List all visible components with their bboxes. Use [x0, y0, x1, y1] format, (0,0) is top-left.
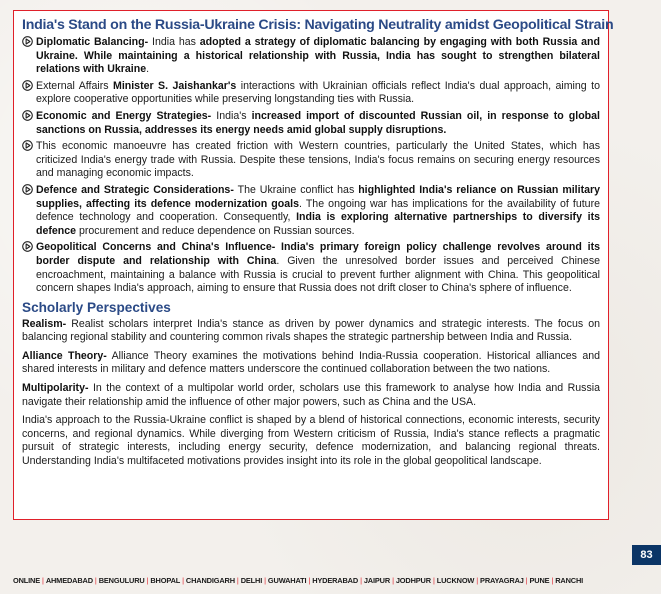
footer-location: JODHPUR	[395, 576, 431, 585]
scholarly-term: Alliance Theory-	[22, 349, 107, 362]
footer-separator: |	[264, 576, 266, 585]
footer-location: PUNE	[529, 576, 550, 585]
bullet-item	[22, 110, 600, 137]
footer-separator: |	[525, 576, 528, 585]
text-segment: India has	[148, 36, 200, 48]
bullet-text	[36, 80, 600, 107]
section-heading-scholarly: Scholarly Perspectives	[22, 299, 171, 315]
bullet-text	[36, 241, 600, 295]
text-segment: . Given the unresolved border issues and perceived Chinese encroachment, maintaining a balance with Russia is crucial to prevent further alignment with China. This geopolitical concern shapes India's approach, aiming to ensure that Russia does not drift closer to China's sphere of influence.	[36, 254, 601, 295]
bullet-text	[36, 184, 600, 238]
bold-segment: adopted a strategy of diplomatic balancing by engaging with both Russia and Ukraine. While maintaining a historical relationship with Russia, India has sought to strengthen bilateral relations with Ukraine	[36, 36, 601, 76]
footer-separator: |	[360, 576, 362, 585]
conclusion-paragraph: India's approach to the Russia-Ukraine conflict is shaped by a blend of historical connections, economic interests, security concerns, and regional dynamics. While diverging from Western criticism of Russia, India's stance reflects a pragmatic pursuit of strategic interests, including energy security, defence modernization, and balancing regional threats. Understanding India's multifaceted motivations provides insight into its role in the global geopolitical landscape.	[22, 414, 600, 468]
bullet-item	[22, 241, 600, 295]
page-title: India's Stand on the Russia-Ukraine Crisis: Navigating Neutrality amidst Geopolitical Strain	[22, 17, 614, 33]
footer-separator: |	[236, 576, 239, 585]
footer-location: HYDERABAD	[312, 576, 359, 585]
play-arrow-circle-icon	[22, 80, 36, 93]
scholarly-item	[22, 318, 600, 345]
footer-separator: |	[42, 576, 44, 585]
scholarly-item	[22, 350, 600, 377]
footer-separator: |	[182, 576, 184, 585]
play-arrow-circle-icon	[22, 110, 36, 123]
footer-location: PRAYAGRAJ	[480, 576, 524, 585]
bold-segment: Diplomatic Balancing-	[36, 36, 149, 48]
bold-segment: Geopolitical Concerns and China's Influence- India's primary foreign policy challenge revolves around its border dispute and relationship with China	[36, 241, 600, 267]
bullet-item	[22, 80, 600, 107]
footer-location: BENGULURU	[98, 576, 145, 585]
text-segment: The Ukraine conflict has	[233, 183, 359, 196]
footer-location: GUWAHATI	[267, 576, 307, 585]
bullet-text	[36, 36, 600, 77]
footer-separator: |	[308, 576, 311, 585]
scholarly-description: Realist scholars interpret India's stance as driven by power dynamics and strategic interests. The focus on balancing regional stability and countering common rivals shapes the strategic partnership between India and Russia.	[22, 317, 600, 344]
footer-separator: |	[476, 576, 479, 585]
footer-location: LUCKNOW	[436, 576, 475, 585]
bold-segment: highlighted India's reliance on Russian military supplies, affecting its defence modernization goals	[36, 183, 601, 210]
bold-segment: Economic and Energy Strategies-	[36, 109, 212, 122]
footer-separator: |	[432, 576, 435, 585]
bullet-list	[22, 36, 600, 296]
footer-location: DELHI	[240, 576, 263, 585]
text-segment: procurement and reduce dependence on Russian sources.	[76, 224, 355, 237]
scholarly-description: Alliance Theory examines the motivations behind India-Russia cooperation. Historical alliances and shared interests in military and defence matters underscore the continued collaboration between the two nations.	[22, 349, 600, 376]
play-arrow-circle-icon	[22, 241, 36, 254]
bullet-item	[22, 184, 600, 238]
play-arrow-circle-icon	[22, 36, 36, 49]
bullet-item	[22, 140, 600, 181]
text-segment: . The ongoing war has implications for the availability of future defence technology and cooperation. Consequently,	[36, 197, 600, 224]
footer-location: ONLINE	[13, 576, 41, 585]
footer-separator: |	[392, 576, 394, 585]
text-segment: India's	[211, 109, 252, 122]
bold-segment: Minister S. Jaishankar's	[113, 79, 237, 92]
scholarly-list	[22, 318, 600, 410]
bullet-text	[36, 110, 600, 137]
footer-location: CHANDIGARH	[185, 576, 235, 585]
scholarly-description: In the context of a multipolar world order, scholars use this framework to analyse how India and Russia navigate their relationship amid the influence of other major powers, such as China and the USA.	[22, 382, 600, 408]
text-segment: .	[146, 63, 150, 76]
bullet-item	[22, 36, 600, 77]
text-segment: This economic manoeuvre has created friction with Western countries, particularly the United States, which has criticized India's energy trade with Russia. Despite these tensions, India's focus remains on securing energy resources and managing economic impacts.	[36, 140, 600, 180]
play-arrow-circle-icon	[22, 184, 36, 197]
play-arrow-circle-icon	[22, 140, 36, 153]
scholarly-item	[22, 382, 600, 409]
footer-separator: |	[146, 576, 149, 585]
content-box	[13, 10, 614, 520]
page-number-badge: 83	[632, 545, 661, 565]
scholarly-term: Realism-	[22, 317, 67, 330]
text-segment: External Affairs	[36, 79, 113, 92]
scholarly-term: Multipolarity-	[22, 382, 89, 395]
footer-location: RANCHI	[555, 576, 584, 585]
text-segment: interactions with Ukrainian officials reflect India's dual approach, aiming to explore cooperative opportunities while preserving longstanding ties with Russia.	[36, 79, 600, 106]
footer-location: JAIPUR	[363, 576, 391, 585]
bullet-text	[36, 140, 600, 181]
footer-separator: |	[94, 576, 97, 585]
bold-segment: India is exploring alternative partnerships to diversify its defence	[36, 211, 600, 237]
bold-segment: Defence and Strategic Considerations-	[36, 183, 234, 196]
footer-location: BHOPAL	[150, 576, 181, 585]
bold-segment: increased import of discounted Russian oil, in response to global sanctions on Russia, addresses its energy needs amid global supply disruptions.	[36, 109, 600, 136]
footer-location: AHMEDABAD	[45, 576, 93, 585]
footer-separator: |	[551, 576, 554, 585]
footer-locations	[13, 576, 583, 585]
